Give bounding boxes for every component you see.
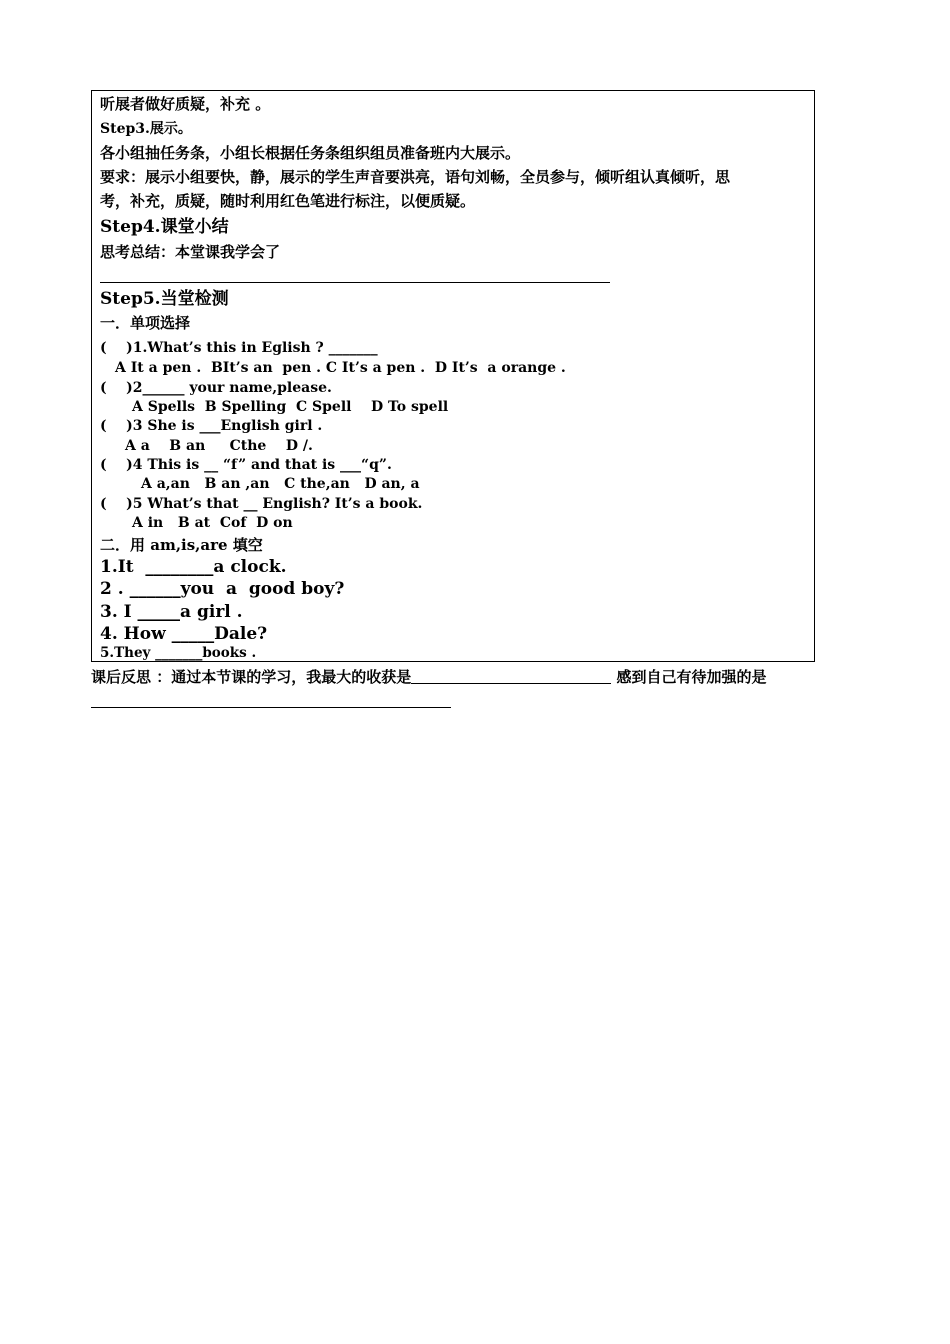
question-4: ( )4 This is __ “f” and that is ___“q”. [100, 457, 392, 473]
step5-heading: Step5.当堂检测 [100, 289, 229, 309]
question-5: ( )5 What’s that __ English? It’s a book. [100, 496, 423, 512]
section-one-title: 一．单项选择 [100, 314, 191, 332]
section-two-title: 二．用 am,is,are 填空 [100, 536, 263, 554]
question-1: ( )1.What’s this in Eglish ? _______ [100, 340, 378, 356]
question-4-options: A a,an B an ,an C the,an D an, a [141, 476, 420, 492]
reflection-gain-label: 课后反思 ：通过本节课的学习，我最大的收获是 [91, 668, 412, 686]
requirement-line: 考，补充，质疑，随时利用红色笔进行标注，以便质疑。 [100, 192, 476, 210]
summary-prompt: 思考总结：本堂课我学会了 [100, 243, 281, 261]
reflection-gain-blank [411, 669, 611, 684]
question-3-options: A a B an Cthe D /. [125, 438, 313, 454]
reflection-line [91, 669, 766, 685]
fill-blank-1: 1.It ________a clock. [100, 557, 287, 577]
fill-blank-2: 2 . ______you a good boy? [100, 579, 345, 599]
question-1-options: A It a pen . BIt’s an pen . C It’s a pen . D It’s a orange . [115, 360, 566, 376]
question-2-options: A Spells B Spelling C Spell D To spell [132, 399, 449, 415]
text-line: 听展者做好质疑，补充 。 [100, 95, 271, 113]
fill-blank-4: 4. How _____Dale? [100, 624, 268, 644]
step4-heading: Step4.课堂小结 [100, 217, 229, 237]
text-line: 各小组抽任务条，小组长根据任务条组织组员准备班内大展示。 [100, 144, 521, 162]
requirement-line: 要求：展示小组要快，静，展示的学生声音要洪亮，语句刘畅，全员参与，倾听组认真倾听，思 [100, 168, 731, 186]
reflection-blank-line [91, 707, 451, 708]
question-2: ( )2______ your name,please. [100, 380, 332, 396]
answer-blank-line [100, 282, 610, 283]
step3-heading: Step3.展示。 [100, 121, 192, 137]
question-3: ( )3 She is ___English girl . [100, 418, 323, 434]
fill-blank-3: 3. I _____a girl . [100, 602, 243, 622]
reflection-improve-label: 感到自己有待加强的是 [616, 668, 767, 686]
fill-blank-5: 5.They _______books . [100, 645, 257, 661]
question-5-options: A in B at Cof D on [132, 515, 293, 531]
